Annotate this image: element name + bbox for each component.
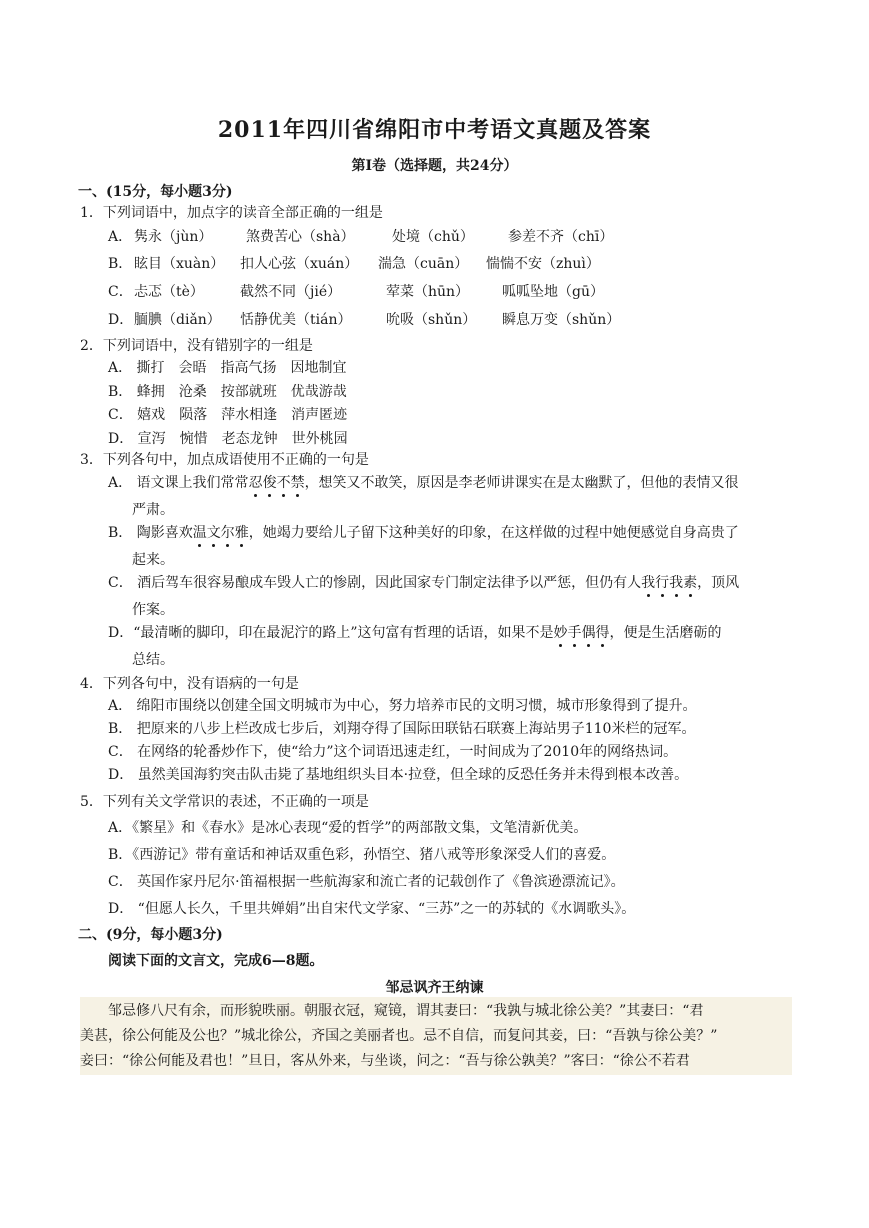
- question-3-option-b-cont: 起来。: [132, 552, 174, 568]
- question-5-option-c: C． 英国作家丹尼尔·笛福根据一些航海家和流亡者的记载创作了《鲁滨逊漂流记》。: [108, 874, 625, 890]
- question-2-option-c: C． 嬉戏 陨落 萍水相逢 消声匿迹: [108, 407, 348, 423]
- option-item: 呱呱坠地（gū）: [502, 284, 604, 300]
- text: ，想笑又不敢笑，原因是李老师讲课实在是太幽默了，但他的表情又很: [304, 475, 739, 491]
- dotted-idiom: [554, 625, 610, 641]
- emphasis-char: 素: [683, 575, 698, 591]
- question-3-stem: 3．下列各句中，加点成语使用不正确的一句是: [80, 452, 369, 468]
- question-3-option-a-cont: 严肃。: [132, 502, 174, 518]
- question-3-option-c-cont: 作案。: [132, 602, 174, 618]
- emphasis-char: 忍: [248, 475, 263, 491]
- passage-line: 美甚，徐公何能及公也？”城北徐公，齐国之美丽者也。忌不自信，而复问其妾，曰：“吾孰与徐公美？”: [80, 1028, 718, 1044]
- question-2-option-d: D． 宣泻 惋惜 老态龙钟 世外桃园: [108, 431, 348, 447]
- emphasis-char: 文: [206, 525, 221, 541]
- option-item: 恬静优美（tián）: [240, 312, 352, 328]
- question-2-stem: 2．下列词语中，没有错别字的一组是: [80, 338, 313, 354]
- emphasis-char: 妙: [553, 625, 568, 641]
- question-5-option-a: A．《繁星》和《春水》是冰心表现“爱的哲学”的两部散文集，文笔清新优美。: [108, 820, 588, 836]
- option-item: 参差不齐（chī）: [508, 229, 614, 245]
- option-label: B．: [108, 256, 133, 272]
- text: C． 酒后驾车很容易酿成车毁人亡的惨剧，因此国家专门制定法律予以严惩，但仍有人: [108, 575, 642, 591]
- reading-instruction: 阅读下面的文言文，完成6—8题。: [108, 953, 324, 969]
- option-label: D．: [108, 312, 134, 328]
- text: ，她竭力要给儿子留下这种美好的印象，在这样做的过程中她便感觉自身高贵了: [248, 525, 739, 541]
- dotted-idiom: [193, 525, 249, 541]
- question-2-option-b: B． 蜂拥 沧桑 按部就班 优哉游哉: [108, 384, 347, 400]
- emphasis-char: 雅: [234, 525, 249, 541]
- passage-title: 邹忌讽齐王纳谏: [385, 980, 484, 996]
- question-1-stem: 1．下列词语中，加点字的读音全部正确的一组是: [80, 205, 383, 221]
- question-3-option-c: [108, 573, 739, 593]
- option-item: 处境（chǔ）: [392, 229, 474, 245]
- option-item: 瞬息万变（shǔn）: [502, 312, 621, 328]
- emphasis-char: 俊: [262, 475, 277, 491]
- text: ，顶风: [697, 575, 740, 591]
- option-label: C．: [108, 284, 133, 300]
- emphasis-char: 行: [655, 575, 670, 591]
- question-4-option-b: B． 把原来的八步上栏改成七步后，刘翔夺得了国际田联钻石联赛上海站男子110米栏的冠军。: [108, 721, 696, 737]
- option-label: A．: [108, 229, 133, 245]
- question-3-option-d-cont: 总结。: [132, 652, 174, 668]
- option-item: 隽永（jùn）: [134, 229, 213, 245]
- part-subtitle: 第Ⅰ卷（选择题，共24分）: [351, 158, 518, 174]
- dotted-idiom: [249, 475, 305, 491]
- question-4-option-d: D． 虽然美国海豹突击队击毙了基地组织头目本·拉登，但全球的反恐任务并未得到根本改善。: [108, 767, 689, 783]
- text: D．“最清晰的脚印，印在最泥泞的路上”这句富有哲理的话语，如果不是: [108, 625, 554, 641]
- emphasis-char: 我: [669, 575, 684, 591]
- option-item: 煞费苦心（shà）: [246, 229, 355, 245]
- emphasis-char: 手: [567, 625, 582, 641]
- question-5-option-d: D． “但愿人长久，千里共婵娟”出自宋代文学家、“三苏”之一的苏轼的《水调歌头》。: [108, 901, 636, 917]
- emphasis-char: 不: [276, 475, 291, 491]
- emphasis-char: 得: [595, 625, 610, 641]
- text: A． 语文课上我们常常: [108, 475, 249, 491]
- section-1-heading: 一、(15分，每小题3分): [78, 184, 233, 200]
- option-item: 忐忑（tè）: [134, 284, 204, 300]
- document-title: 2011年四川省绵阳市中考语文真题及答案: [217, 117, 652, 143]
- question-2-option-a: A． 撕打 会晤 指高气扬 因地制宜: [108, 360, 347, 376]
- dotted-idiom: [641, 575, 697, 591]
- option-item: 湍急（cuān）: [378, 256, 469, 272]
- question-3-option-d: [108, 623, 722, 643]
- emphasis-char: 温: [192, 525, 207, 541]
- question-5-option-b: B．《西游记》带有童话和神话双重色彩，孙悟空、猪八戒等形象深受人们的喜爱。: [108, 847, 616, 863]
- text: B． 陶影喜欢: [108, 525, 193, 541]
- question-5-stem: 5．下列有关文学常识的表述，不正确的一项是: [80, 794, 369, 810]
- question-3-option-a: [108, 473, 739, 493]
- question-4-option-c: C． 在网络的轮番炒作下，使“给力”这个词语迅速走红，一时间成为了2010年的网络热词。: [108, 744, 678, 760]
- text: ，便是生活磨砺的: [609, 625, 722, 641]
- emphasis-char: 我: [641, 575, 656, 591]
- option-item: 眩目（xuàn）: [134, 256, 225, 272]
- option-item: 截然不同（jié）: [240, 284, 342, 300]
- option-item: 扣人心弦（xuán）: [240, 256, 359, 272]
- option-item: 腼腆（diǎn）: [134, 312, 221, 328]
- question-4-option-a: A． 绵阳市围绕以创建全国文明城市为中心，努力培养市民的文明习惯，城市形象得到了提升。: [108, 698, 697, 714]
- passage-line: 邹忌修八尺有余，而形貌昳丽。朝服衣冠，窥镜，谓其妻曰：“我孰与城北徐公美？”其妻曰：“君: [80, 1003, 704, 1019]
- emphasis-char: 尔: [220, 525, 235, 541]
- option-item: 吮吸（shǔn）: [386, 312, 477, 328]
- section-2-heading: 二、(9分，每小题3分): [78, 927, 223, 943]
- emphasis-char: 偶: [581, 625, 596, 641]
- emphasis-char: 禁: [290, 475, 305, 491]
- question-3-option-b: [108, 523, 739, 543]
- option-item: 惴惴不安（zhuì）: [486, 256, 600, 272]
- question-4-stem: 4．下列各句中，没有语病的一句是: [80, 676, 299, 692]
- option-item: 荤菜（hūn）: [386, 284, 470, 300]
- passage-line: 妾曰：“徐公何能及君也！”旦日，客从外来，与坐谈，问之：“吾与徐公孰美？”客曰：“徐公不若君: [80, 1053, 690, 1069]
